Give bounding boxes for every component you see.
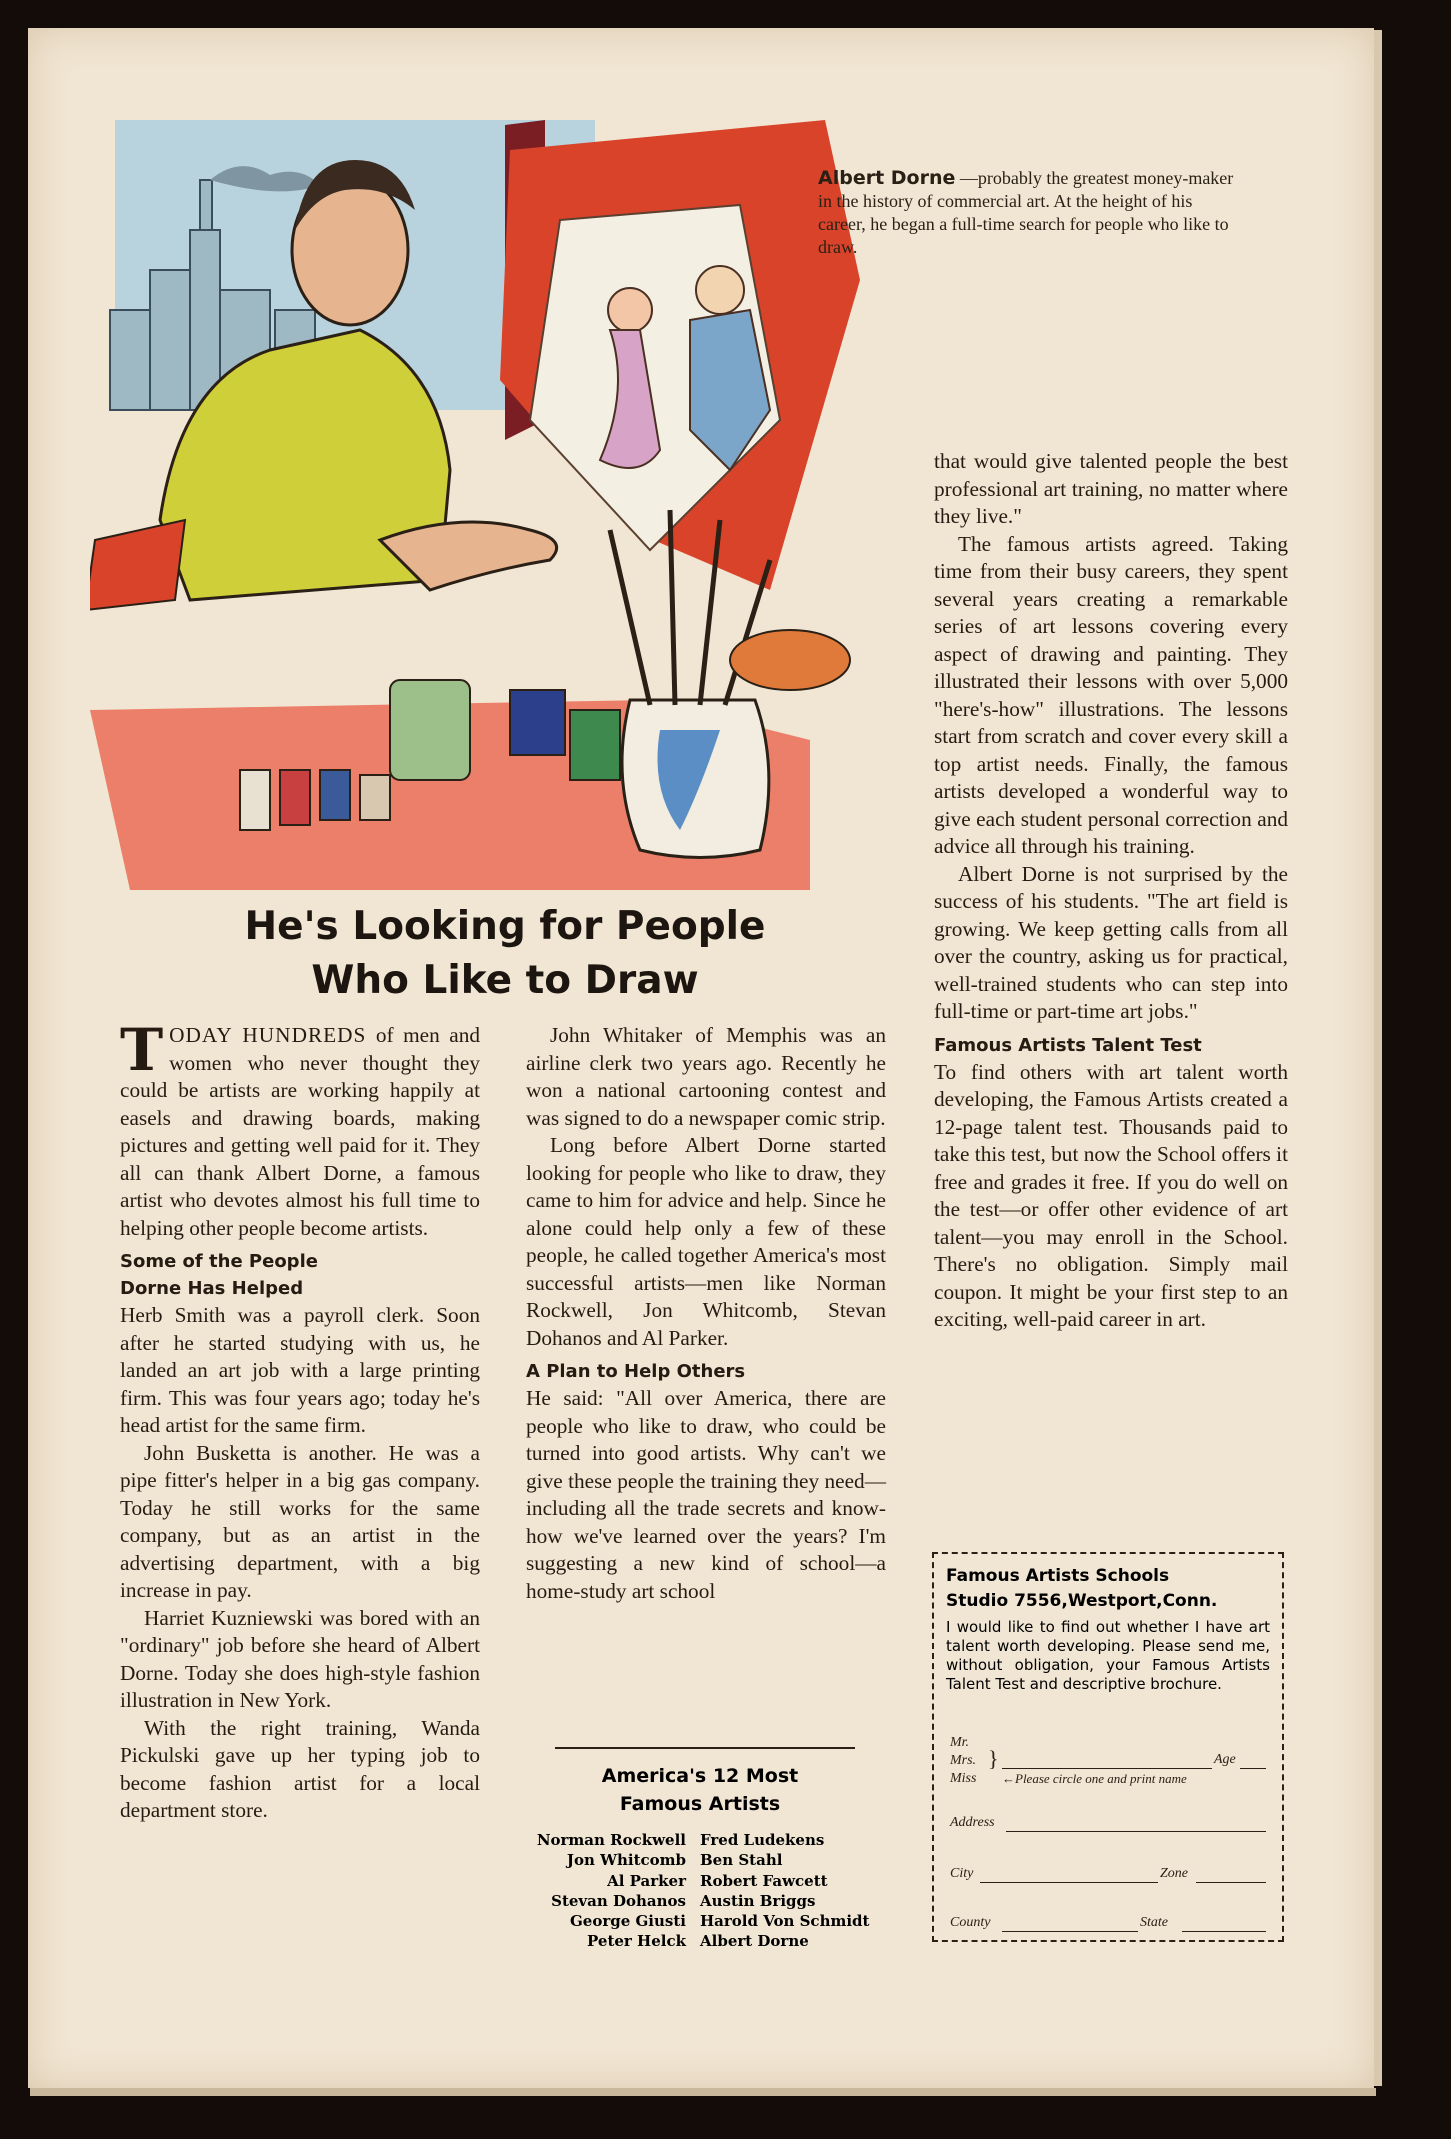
artist-row [520, 1931, 900, 1951]
name-field[interactable] [1002, 1768, 1212, 1769]
artist-name: Peter Helck [587, 1932, 686, 1951]
artist-name: Albert Dorne [700, 1932, 809, 1951]
label-miss: Miss [950, 1771, 977, 1786]
zone-field[interactable] [1196, 1882, 1266, 1883]
artist-name: Stevan Dohanos [551, 1891, 686, 1910]
artist-name: Austin Briggs [700, 1891, 816, 1910]
artist-name: George Giusti [569, 1912, 686, 1931]
label-zone: Zone [1160, 1866, 1188, 1881]
headline-line-1: He's Looking for People [244, 904, 766, 949]
paragraph-not-surprised: Albert Dorne is not surprised by the success of his students. "The art field is growing. We keep getting calls from all over the country, asking us for practical, well-trained students who can step into full-time or part-time art jobs." [934, 861, 1288, 1023]
caption-text: —probably the greatest money-maker in the history of commercial art. At the height of his career, he began a full-time search for people who like to draw. [818, 168, 1234, 257]
city-field[interactable] [980, 1882, 1158, 1883]
artists-list [520, 1830, 900, 1952]
paragraph-herb-smith: Herb Smith was a payroll clerk. Soon after he started studying with us, he landed an art job with a large printing firm. This was four years ago; today he's head artist for the same firm. [120, 1303, 480, 1437]
artist-row [520, 1911, 900, 1931]
label-city: City [950, 1866, 974, 1881]
page-edge [1374, 30, 1382, 2086]
artist-row [520, 1891, 900, 1911]
article-column-1 [120, 1016, 480, 1825]
label-address: Address [950, 1815, 995, 1830]
illustration-caption [818, 167, 1238, 259]
artist-name: Al Parker [607, 1871, 686, 1890]
ink-bottle-green [570, 710, 620, 780]
circle-note: ←Please circle one and print name [1002, 1771, 1187, 1786]
artist-row [520, 1850, 900, 1870]
artist-illustration [90, 120, 890, 890]
subheading-line-1: Some of the People [120, 1251, 318, 1272]
divider-rule [555, 1747, 855, 1749]
artists-title-line-2: Famous Artists [619, 1793, 781, 1815]
artists-title-line-1: America's 12 Most [601, 1765, 799, 1787]
page-bottom-edge [30, 2088, 1376, 2096]
water-bowl [730, 630, 850, 690]
paragraph-continued: that would give talented people the best professional art training, no matter where they live." [934, 449, 1288, 528]
address-field[interactable] [1006, 1831, 1266, 1832]
sketch-woman-head [608, 288, 652, 332]
county-field[interactable] [1002, 1931, 1138, 1932]
coupon-title-line-1: Famous Artists Schools [946, 1566, 1170, 1586]
label-mrs: Mrs. [950, 1753, 977, 1768]
lead-caps: ODAY HUNDREDS [169, 1023, 367, 1047]
subheading-people-helped [120, 1248, 480, 1302]
artist-name: Ben Stahl [700, 1851, 783, 1870]
artist-name: Robert Fawcett [700, 1871, 828, 1890]
artist-name: Fred Ludekens [700, 1831, 825, 1849]
brace-glyph: } [988, 1746, 999, 1771]
label-state: State [1140, 1915, 1168, 1930]
paragraph-john-busketta: John Busketta is another. He was a pipe fitter's helper in a big gas company. Today he still works for the same company, but as an artist in the advertising department, with a big increase in pay. [120, 1440, 480, 1602]
article-column-2 [526, 1022, 886, 1605]
age-field[interactable] [1240, 1768, 1266, 1769]
paragraph-john-whitaker: John Whitaker of Memphis was an airline clerk two years ago. Recently he won a national cartooning contest and was signed to do a newspaper comic strip. [526, 1023, 886, 1130]
subheading-line-2: Dorne Has Helped [120, 1278, 304, 1299]
paint-jar-green [390, 680, 470, 780]
caption-name: Albert Dorne [818, 167, 956, 189]
intro-text: of men and women who never thought they could be artists are working happily at easels and drawing boards, making pictures and getting well paid for it. They all can thank Albert Dorne, a famous artist who devotes almost his full time to helping other people become artists. [120, 1023, 480, 1240]
paragraph-he-said: He said: "All over America, there are people who like to draw, who could be turned into good artists. Why can't we give these people the training they need—including all the trade secrets and know-how we've learned over the years? I'm suggesting a new kind of school—a home-study art school [526, 1386, 886, 1603]
artist-row [520, 1830, 900, 1850]
label-county: County [950, 1915, 991, 1930]
subheading-talent-test: Famous Artists Talent Test [934, 1034, 1202, 1056]
chair-red [90, 520, 185, 610]
label-age: Age [1214, 1752, 1236, 1767]
subheading-plan: A Plan to Help Others [526, 1361, 746, 1382]
article-column-3 [934, 448, 1288, 1334]
coupon-title-line-2: Studio 7556,Westport,Conn. [946, 1591, 1218, 1611]
state-field[interactable] [1182, 1931, 1266, 1932]
headline-line-2: Who Like to Draw [311, 958, 699, 1003]
artist-name: Jon Whitcomb [566, 1851, 686, 1870]
drop-cap: T [120, 1016, 164, 1084]
paragraph-long-before: Long before Albert Dorne started looking for people who like to draw, they came to him for advice and help. Since he alone could help only a few of these people, he called together America's most successful artists—men like Norman Rockwell, Jon Whitcomb, Stevan Dohanos and Al Parker. [526, 1133, 886, 1350]
artist-name: Norman Rockwell [536, 1831, 686, 1849]
ink-bottle-blue [510, 690, 565, 755]
circle-note-text: Please circle one and print name [1015, 1771, 1187, 1786]
sketch-man-head [696, 266, 744, 314]
paragraph-artists-agreed: The famous artists agreed. Taking time from their busy careers, they spent several years creating a remarkable series of art lessons covering every aspect of drawing and painting. They illustrated their lessons with over 5,000 "here's-how" illustrations. The lessons start from scratch and cover every skill a top artist needs. Finally, the famous artists developed a wonderful way to give each student personal correction and advice all through his training. [934, 531, 1288, 858]
label-mr: Mr. [950, 1735, 970, 1750]
paragraph-harriet: Harriet Kuzniewski was bored with an "ordinary" job before she heard of Albert Dorne. Today she does high-style fashion illustration in New York. [120, 1605, 480, 1712]
artist-row [520, 1871, 900, 1891]
mail-coupon[interactable] [932, 1552, 1284, 1942]
paragraph-talent-test: To find others with art talent worth developing, the Famous Artists created a 12-page talent test. Thousands paid to take this test, but now the School offers it free and grades it free. If you do well on the test—or offer other evidence of art talent—you may enroll in the School. There's no obligation. Simply mail coupon. It might be your first step to an exciting, well-paid career in art. [934, 1059, 1288, 1331]
paragraph-wanda: With the right training, Wanda Pickulski gave up her typing job to become fashion artist for a local department store. [120, 1715, 480, 1822]
intro-paragraph [120, 1016, 480, 1242]
headline [120, 900, 890, 1008]
coupon-body: I would like to find out whether I have art talent worth developing. Please send me, without obligation, your Famous Artists Talent Test and descriptive brochure. [946, 1618, 1270, 1693]
artist-name: Harold Von Schmidt [700, 1912, 870, 1931]
artists-box-title [520, 1762, 880, 1818]
